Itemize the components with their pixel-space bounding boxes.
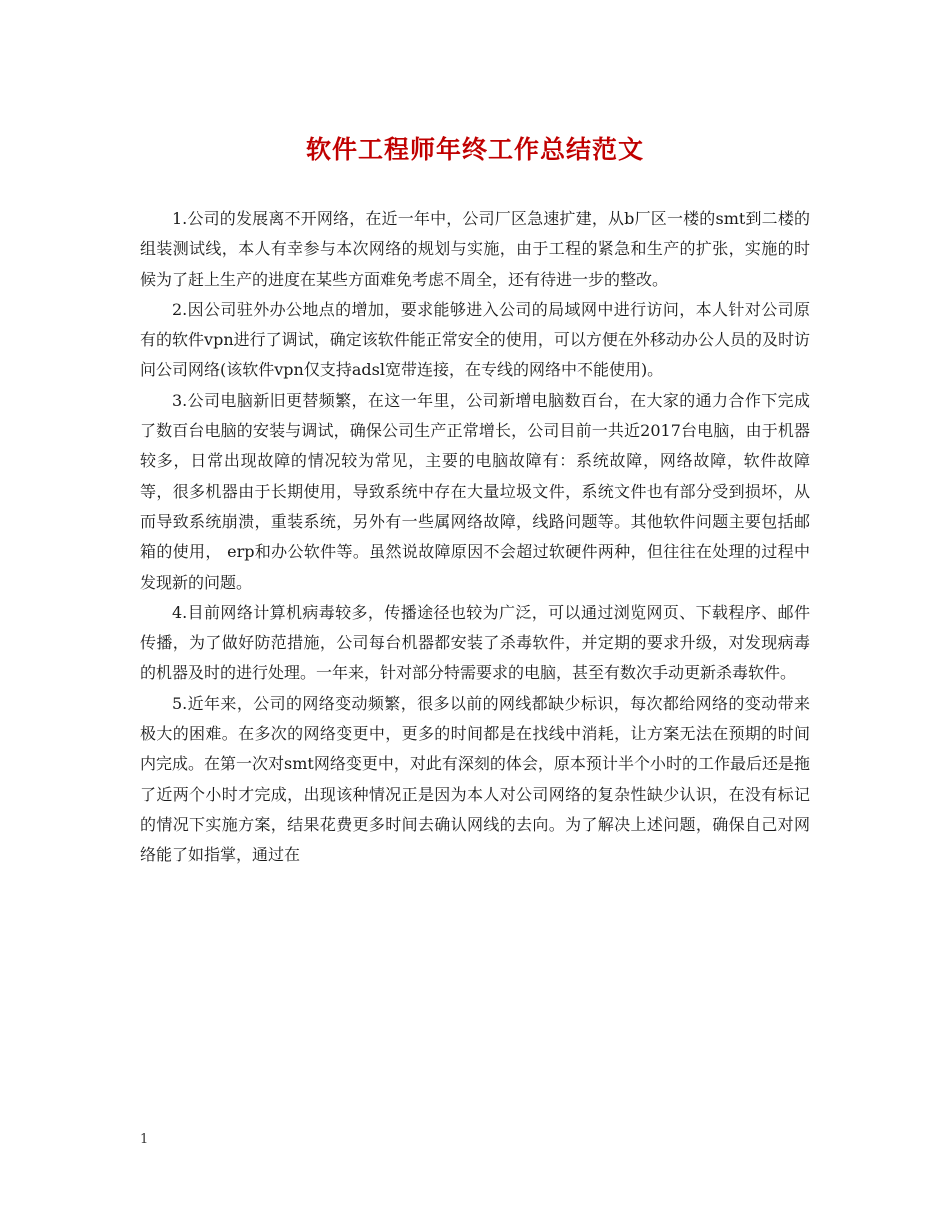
document-title: 软件工程师年终工作总结范文 (305, 135, 644, 164)
paragraph-3: 3.公司电脑新旧更替频繁，在这一年里，公司新增电脑数百台，在大家的通力合作下完成了数百台电脑的安装与调试，确保公司生产正常增长，公司目前一共近2017台电脑，由于机器较多，日常出现故障的情况较为常见，主要的电脑故障有：系统故障，网络故障，软件故障等，很多机器由于长期使用，导致系统中存在大量垃圾文件，系统文件也有部分受到损坏，从而导致系统崩溃，重装系统，另外有一些属网络故障，线路问题等。其他软件问题主要包括邮箱的使用， erp和办公软件等。虽然说故障原因不会超过软硬件两种，但往往在处理的过程中发现新的问题。 (140, 390, 810, 592)
page-number: 1 (140, 1132, 149, 1147)
paragraph-5: 5.近年来，公司的网络变动频繁，很多以前的网线都缺少标识，每次都给网络的变动带来极大的困难。在多次的网络变更中，更多的时间都是在找线中消耗，让方案无法在预期的时间内完成。在第一次对smt网络变更中，对此有深刻的体会，原本预计半个小时的工作最后还是拖了近两个小时才完成，出现该种情况正是因为本人对公司网络的复杂性缺少认识，在没有标记的情况下实施方案，结果花费更多时间去确认网线的去向。为了解决上述问题，确保自己对网络能了如指掌，通过在 (140, 693, 810, 865)
document-body (140, 204, 810, 871)
paragraph-1: 1.公司的发展离不开网络，在近一年中，公司厂区急速扩建，从b厂区一楼的smt到二楼的组装测试线，本人有幸参与本次网络的规划与实施，由于工程的紧急和生产的扩张，实施的时候为了赶上生产的进度在某些方面难免考虑不周全，还有待进一步的整改。 (140, 209, 810, 289)
paragraph-4: 4.目前网络计算机病毒较多，传播途径也较为广泛，可以通过浏览网页、下载程序、邮件传播，为了做好防范措施，公司每台机器都安装了杀毒软件，并定期的要求升级，对发现病毒的机器及时的进行处理。一年来，针对部分特需要求的电脑，甚至有数次手动更新杀毒软件。 (140, 602, 810, 683)
paragraph-2: 2.因公司驻外办公地点的增加，要求能够进入公司的局域网中进行访问，本人针对公司原有的软件vpn进行了调试，确定该软件能正常安全的使用，可以方便在外移动办公人员的及时访问公司网络(该软件vpn仅支持adsl宽带连接，在专线的网络中不能使用)。 (140, 299, 810, 380)
